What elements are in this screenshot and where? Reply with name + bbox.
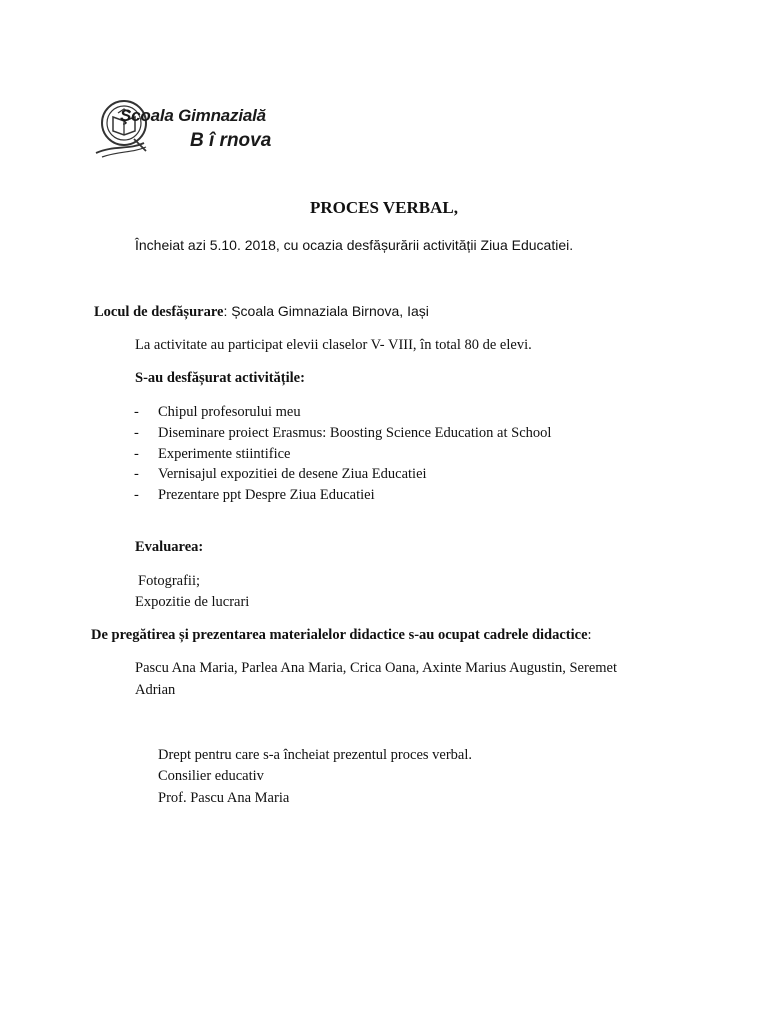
activities-list	[134, 402, 551, 506]
list-item: - Experimente stiintifice	[134, 445, 291, 462]
activities-heading: S-au desfășurat activitățile:	[135, 370, 305, 386]
evaluation-item-photos: Fotografii;	[138, 573, 201, 589]
location-line	[94, 303, 429, 321]
evaluation-heading: Evaluarea:	[135, 539, 204, 555]
list-item: - Chipul profesorului meu	[134, 404, 301, 420]
participants-text: La activitate au participat elevii claselor V- VIII, în total 80 de elevi.	[135, 337, 532, 353]
teachers-line-2: Adrian	[135, 682, 176, 698]
document-title: PROCES VERBAL,	[310, 198, 458, 217]
teachers-line-1: Pascu Ana Maria, Parlea Ana Maria, Crica Oana, Axinte Marius Augustin, Seremet	[135, 660, 618, 676]
location-label: Locul de desfășurare	[94, 304, 224, 320]
logo-locality: B î rnova	[190, 130, 272, 151]
preparation-line: De pregătirea și prezentarea materialelor didactice s-au ocupat cadrele didactice:	[91, 627, 592, 643]
intro-text: Încheiat azi 5.10. 2018, cu ocazia desfășurării activității Ziua Educatiei.	[135, 237, 574, 253]
preparation-label: De pregătirea și prezentarea materialelor didactice s-au ocupat cadrele didactice	[91, 627, 588, 643]
list-item: - Vernisajul expozitiei de desene Ziua Educatiei	[134, 466, 427, 483]
signatory-role: Consilier educativ	[158, 768, 264, 784]
closing-statement: Drept pentru care s-a încheiat prezentul proces verbal.	[158, 747, 473, 763]
list-item: - Prezentare ppt Despre Ziua Educatiei	[134, 487, 375, 504]
signatory-name: Prof. Pascu Ana Maria	[158, 790, 290, 806]
location-value: : Școala Gimnaziala Birnova, Iași	[223, 303, 429, 319]
logo-school-name: Şcoala Gimnazială	[120, 106, 266, 125]
evaluation-item-exhibition: Expozitie de lucrari	[135, 594, 250, 610]
list-item: - Diseminare proiect Erasmus: Boosting Science Education at School	[134, 424, 552, 441]
